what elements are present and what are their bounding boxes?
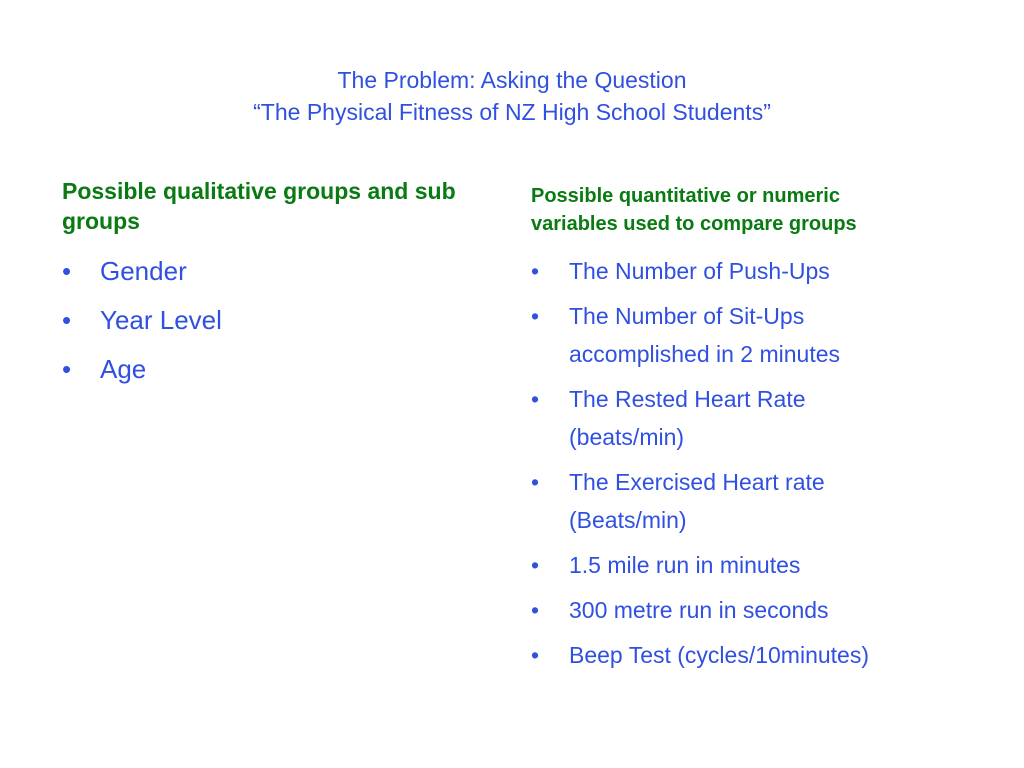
- quantitative-heading: [531, 182, 981, 238]
- qualitative-list: [62, 254, 492, 386]
- title-line-1: The Problem: Asking the Question: [337, 67, 687, 93]
- list-item: [531, 297, 981, 373]
- list-item-line-1: The Number of Push-Ups: [569, 258, 830, 284]
- list-item-line-1: The Rested Heart Rate: [569, 386, 806, 412]
- bullet-icon: •: [531, 303, 540, 329]
- list-item: [531, 252, 981, 290]
- list-item: [531, 636, 981, 674]
- list-item: [62, 303, 492, 337]
- list-item-line-1: 1.5 mile run in minutes: [569, 552, 801, 578]
- list-item-line-1: The Number of Sit-Ups: [569, 303, 805, 329]
- bullet-icon: •: [531, 552, 540, 578]
- list-item-line-2: (Beats/min): [569, 507, 687, 533]
- list-item-line-2: (beats/min): [569, 424, 685, 450]
- slide-title: [0, 64, 1024, 128]
- quantitative-heading-line-2: variables used to compare groups: [531, 213, 857, 235]
- list-item-line-1: Beep Test (cycles/10minutes): [569, 642, 869, 668]
- list-item-line-2: accomplished in 2 minutes: [569, 341, 841, 367]
- list-item: [531, 546, 981, 584]
- list-item-line-1: The Exercised Heart rate: [569, 469, 825, 495]
- bullet-icon: •: [62, 305, 72, 335]
- list-item-line-1: 300 metre run in seconds: [569, 597, 829, 623]
- bullet-icon: •: [62, 256, 72, 286]
- bullet-icon: •: [531, 258, 540, 284]
- list-item: [531, 591, 981, 629]
- qualitative-heading: Possible qualitative groups and sub groups: [62, 178, 456, 234]
- list-item-label: Year Level: [100, 305, 222, 335]
- bullet-icon: •: [531, 642, 540, 668]
- quantitative-heading-line-1: Possible quantitative or numeric: [531, 185, 840, 207]
- title-line-2: “The Physical Fitness of NZ High School Students”: [253, 99, 771, 125]
- bullet-icon: •: [531, 469, 540, 495]
- qualitative-column: [62, 176, 492, 401]
- quantitative-list: [531, 252, 981, 674]
- list-item-label: Gender: [100, 256, 187, 286]
- list-item: [531, 463, 981, 539]
- list-item: [62, 254, 492, 288]
- quantitative-column: [531, 182, 981, 681]
- bullet-icon: •: [531, 386, 540, 412]
- bullet-icon: •: [531, 597, 540, 623]
- bullet-icon: •: [62, 354, 72, 384]
- list-item-label: Age: [100, 354, 147, 384]
- list-item: [62, 352, 492, 386]
- list-item: [531, 380, 981, 456]
